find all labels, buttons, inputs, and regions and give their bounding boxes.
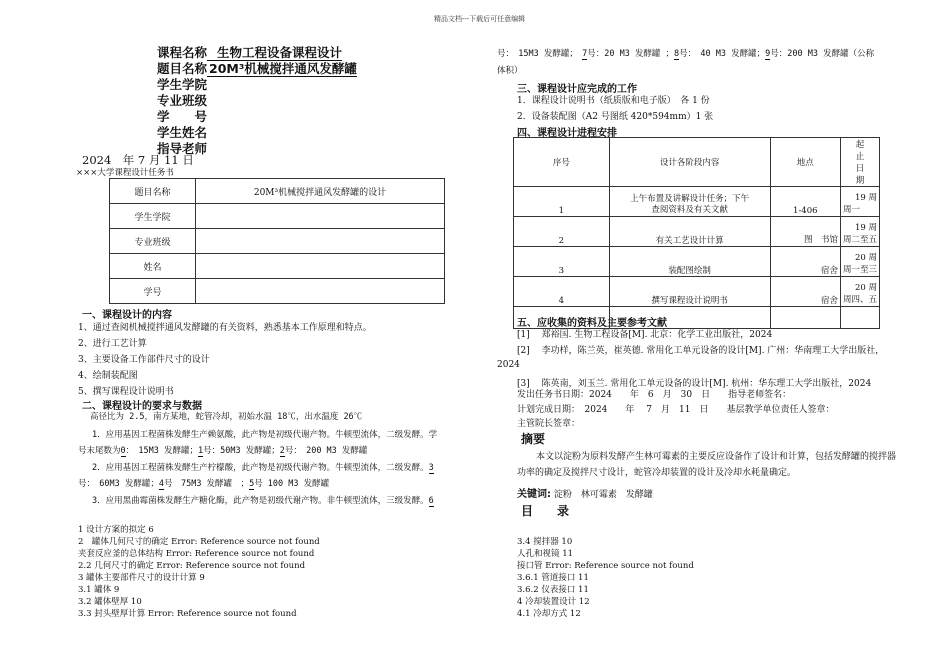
major-label: 专业班级 bbox=[157, 93, 208, 108]
toc-left bbox=[78, 524, 320, 620]
table-row bbox=[514, 217, 880, 247]
info-table bbox=[109, 178, 445, 304]
section1-item: 5、撰写课程设计说明书 bbox=[78, 387, 174, 397]
table-cell: 专业班级 bbox=[110, 229, 196, 254]
header-place: 地点 bbox=[770, 138, 840, 187]
reference-2-cont: 2024 bbox=[497, 360, 520, 370]
text: 号：20 M3 发酵罐 ； bbox=[587, 49, 675, 59]
table-cell: 撰写课程设计说明书 bbox=[609, 277, 770, 307]
dean-signature: 主管院长签章： bbox=[517, 419, 581, 429]
table-cell bbox=[840, 247, 879, 277]
table-cell: 2 bbox=[514, 217, 610, 247]
toc-item[interactable]: 4.1 冷却方式 12 bbox=[517, 609, 581, 619]
date-top: 19 周 bbox=[854, 223, 877, 233]
table-cell: 宿舍 bbox=[770, 277, 840, 307]
toc-item[interactable]: 接口管 Error: Reference source not found bbox=[517, 561, 694, 571]
header-date: 起止日期 bbox=[840, 138, 879, 187]
task-book-title: ×××大学课程设计任务书 bbox=[76, 168, 174, 178]
text: 号末尾数为 bbox=[78, 446, 121, 456]
section2-p3-line1 bbox=[92, 494, 434, 506]
date-top: 19 周 bbox=[854, 193, 877, 203]
section1-item: 3、主要设备工作部件尺寸的设计 bbox=[78, 355, 210, 365]
table-header-row bbox=[514, 138, 880, 187]
keywords bbox=[517, 485, 653, 500]
section2-p3-right-2: 体积） bbox=[497, 66, 523, 76]
text: 2．应用基因工程菌株发酵生产柠檬酸，此产物是初级代谢产物。牛顿型流体，二级发酵。 bbox=[92, 463, 429, 473]
course-name-value: 生物工程设备课程设计 bbox=[207, 45, 342, 61]
course-name-label: 课程名称 bbox=[157, 45, 208, 60]
text: 号： 15M3 发酵罐； bbox=[497, 49, 583, 59]
toc-title: 目 录 bbox=[521, 504, 570, 518]
table-cell: 4 bbox=[514, 277, 610, 307]
table-cell bbox=[840, 187, 879, 217]
table-cell bbox=[770, 307, 840, 329]
text: 3．应用黑曲霉菌株发酵生产糖化酶，此产物是初级代谢产物。非牛顿型流体，三级发酵。 bbox=[92, 496, 429, 506]
cover-date: 2024 年 7 月 11 日 bbox=[82, 153, 194, 167]
table-cell bbox=[196, 229, 445, 254]
date-bottom: 周一至三 bbox=[842, 265, 877, 275]
reference-1: [1] 郑裕国. 生物工程设备[M]. 北京：化学工业出版社，2024 bbox=[517, 330, 773, 340]
text: 号 100 M3 发酵罐 bbox=[254, 479, 330, 489]
section4-title: 四、课程设计进程安排 bbox=[517, 128, 617, 139]
table-cell: 题目名称 bbox=[110, 179, 196, 204]
student-id-label: 学 号 bbox=[157, 109, 208, 124]
number: 0 bbox=[120, 446, 126, 456]
table-cell: 有关工艺设计计算 bbox=[609, 217, 770, 247]
number: 8 bbox=[674, 49, 680, 59]
toc-item[interactable]: 夹套反应釜的总体结构 Error: Reference source not found bbox=[78, 549, 315, 559]
text: 号： 40 M3 发酵罐； bbox=[679, 49, 766, 59]
table-cell: 上午布置及讲解设计任务；下午查阅资料及有关文献 bbox=[609, 187, 770, 217]
toc-item[interactable]: 2.2 几何尺寸的确定 Error: Reference source not found bbox=[78, 561, 306, 571]
section3-item: 1．课程设计说明书（纸质版和电子版） 各 1 份 bbox=[517, 96, 710, 106]
table-cell: 20M³机械搅拌通风发酵罐的设计 bbox=[196, 179, 445, 204]
table-row bbox=[110, 229, 445, 254]
date-top: 20 周 bbox=[854, 253, 877, 263]
toc-item[interactable]: 4 冷却装置设计 12 bbox=[517, 597, 590, 607]
number: 2 bbox=[279, 446, 285, 456]
abstract-line1: 本文以淀粉为原料发酵产生林可霉素的主要反应设备作了设计和计算，包括发酵罐的搅拌器 bbox=[536, 452, 897, 462]
table-row bbox=[110, 204, 445, 229]
text: 号 75M3 发酵罐 ； bbox=[163, 479, 250, 489]
section2-title: 二、课程设计的要求与数据 bbox=[82, 401, 202, 412]
toc-item[interactable]: 3.1 罐体 9 bbox=[78, 585, 120, 595]
table-cell: 装配图绘制 bbox=[609, 247, 770, 277]
number: 1 bbox=[197, 446, 204, 456]
section3-item: 2．设备装配图（A2 号图纸 420*594mm）1 张 bbox=[517, 112, 714, 122]
section1-item: 4、绘制装配图 bbox=[78, 371, 138, 381]
table-cell bbox=[840, 217, 879, 247]
section5-title: 五、应收集的资料及主要参考文献 bbox=[517, 318, 667, 329]
number: 4 bbox=[158, 479, 164, 489]
advisor-label: 指导老师 bbox=[157, 141, 208, 156]
section3-title: 三、课程设计应完成的工作 bbox=[517, 84, 637, 95]
college-label: 学生学院 bbox=[157, 77, 208, 92]
student-name-label: 学生姓名 bbox=[157, 125, 208, 140]
date-top: 20 周 bbox=[854, 283, 877, 293]
number: 9 bbox=[765, 49, 771, 59]
toc-item[interactable]: 3.6.1 管道接口 11 bbox=[517, 573, 589, 583]
header-content: 设计各阶段内容 bbox=[609, 138, 770, 187]
toc-item[interactable]: 3.2 罐体壁厚 10 bbox=[78, 597, 142, 607]
table-cell bbox=[196, 204, 445, 229]
abstract-line2: 功率的确定及搅拌尺寸设计，蛇管冷却装置的设计及冷却水耗量确定。 bbox=[517, 468, 797, 478]
section1-title: 一、课程设计的内容 bbox=[82, 310, 172, 321]
schedule-table bbox=[513, 137, 880, 329]
text: 号：200 M3 发酵罐（公称 bbox=[770, 49, 875, 59]
section1-item: 1、通过查阅机械搅拌通风发酵罐的有关资料，熟悉基本工作原理和特点。 bbox=[78, 323, 372, 333]
date-bottom: 周一 bbox=[842, 205, 860, 215]
section2-p1-line2 bbox=[78, 444, 367, 456]
section2-p1-line1: 1．应用基因工程菌株发酵生产赖氨酸，此产物是初级代谢产物。牛顿型流体，二级发酵。学 bbox=[92, 430, 438, 440]
table-cell: 1 bbox=[514, 187, 610, 217]
table-cell: 1-406 bbox=[770, 187, 840, 217]
section2-intro: 高径比为 2.5，南方某地，蛇管冷却，初始水温 18℃，出水温度 26℃ bbox=[90, 412, 363, 422]
cover-course-name bbox=[157, 45, 342, 62]
topic-value: 20M³机械搅拌通风发酵罐 bbox=[209, 61, 357, 76]
table-row bbox=[110, 279, 445, 304]
section2-p2-line1 bbox=[92, 461, 434, 473]
table-cell: 学号 bbox=[110, 279, 196, 304]
table-cell bbox=[196, 254, 445, 279]
topic-label: 题目名称 bbox=[157, 61, 208, 76]
table-row bbox=[110, 254, 445, 279]
cover-topic bbox=[157, 61, 357, 78]
toc-right bbox=[517, 536, 694, 620]
number: 6 bbox=[428, 496, 434, 506]
table-cell: 3 bbox=[514, 247, 610, 277]
toc-item[interactable]: 3.6.2 仪表接口 11 bbox=[517, 585, 589, 595]
table-row bbox=[110, 179, 445, 204]
text: 号：50M3 发酵罐； bbox=[203, 446, 280, 456]
section2-p3-right bbox=[497, 47, 874, 59]
text: ： 15M3 发酵罐； bbox=[125, 446, 198, 456]
date-bottom: 周二至五 bbox=[842, 235, 877, 245]
text: 号： 60M3 发酵罐； bbox=[78, 479, 159, 489]
toc-item[interactable]: 人孔和视镜 11 bbox=[517, 549, 574, 559]
keywords-value: 淀粉 林可霉素 发酵罐 bbox=[553, 490, 653, 500]
table-cell bbox=[840, 307, 879, 329]
toc-item[interactable]: 3 罐体主要部件尺寸的设计计算 9 bbox=[78, 573, 205, 583]
section2-p2-line2 bbox=[78, 477, 329, 489]
table-cell bbox=[840, 277, 879, 307]
table-cell: 宿舍 bbox=[770, 247, 840, 277]
text: 号： 200 M3 发酵罐 bbox=[284, 446, 368, 456]
issue-date: 发出任务书日期：2024 年 6 月 30 日 指导老师签名： bbox=[517, 390, 792, 400]
table-cell: 学生学院 bbox=[110, 204, 196, 229]
toc-item[interactable]: 3.4 搅拌器 10 bbox=[517, 537, 573, 547]
toc-item[interactable]: 1 设计方案的拟定 6 bbox=[78, 525, 154, 535]
keywords-label: 关键词: bbox=[517, 489, 551, 500]
date-bottom: 周四、五 bbox=[842, 295, 877, 305]
section1-item: 2、进行工艺计算 bbox=[78, 339, 147, 349]
toc-item[interactable]: 2 罐体几何尺寸的确定 Error: Reference source not found bbox=[78, 537, 320, 547]
number: 5 bbox=[249, 479, 255, 489]
table-row bbox=[514, 277, 880, 307]
abstract-title: 摘要 bbox=[521, 432, 546, 446]
header-note: 精品文档---下载后可任意编辑 bbox=[434, 15, 526, 23]
number: 7 bbox=[582, 49, 588, 59]
number: 3 bbox=[428, 463, 434, 473]
table-row bbox=[514, 187, 880, 217]
reference-2: [2] 李功样，陈兰英，崔英德. 常用化工单元设备的设计[M]. 广州：华南理工大学出版社， bbox=[517, 346, 885, 356]
table-cell: 姓名 bbox=[110, 254, 196, 279]
table-row bbox=[514, 247, 880, 277]
header-no: 序号 bbox=[514, 138, 610, 187]
reference-3: [3] 陈英南，刘玉兰. 常用化工单元设备的设计[M]. 杭州：华东理工大学出版社，2024 bbox=[517, 379, 872, 389]
toc-item[interactable]: 3.3 封头壁厚计算 Error: Reference source not found bbox=[78, 609, 297, 619]
table-cell bbox=[196, 279, 445, 304]
finish-date: 计划完成日期： 2024 年 7 月 11 日 基层教学单位责任人签章： bbox=[517, 405, 835, 415]
table-cell: 图 书馆 bbox=[770, 217, 840, 247]
